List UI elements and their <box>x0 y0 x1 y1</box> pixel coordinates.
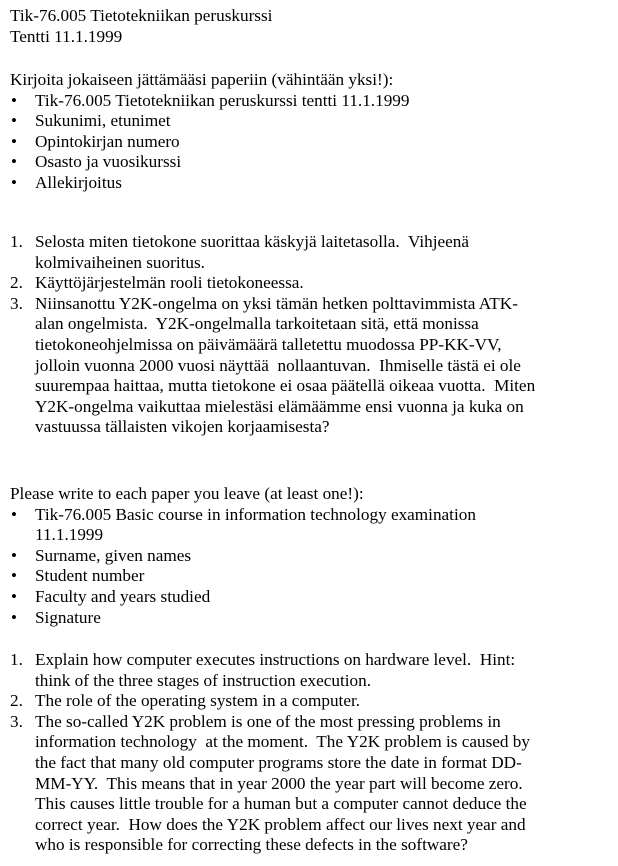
finnish-bullet-item: • Allekirjoitus <box>10 173 610 194</box>
question-number: 2. <box>10 691 23 711</box>
question-text-line: kolmivaiheinen suoritus. <box>35 252 205 272</box>
question-text-line: suurempaa haittaa, mutta tietokone ei osaa päätellä oikeaa vuotta. Miten <box>35 376 536 396</box>
question-text-line: correct year. How does the Y2K problem affect our lives next year and <box>35 814 526 834</box>
document-header <box>10 6 610 47</box>
finnish-instructions-section <box>10 70 610 194</box>
english-bullet-item: • Student number <box>10 566 610 587</box>
english-bullet-item: • Surname, given names <box>10 546 610 567</box>
question-text-line: The so-called Y2K problem is one of the most pressing problems in <box>35 711 501 731</box>
english-bullet-item: • Signature <box>10 608 610 629</box>
question-text-line: The role of the operating system in a computer. <box>35 691 361 711</box>
finnish-bullet-list <box>10 91 610 194</box>
question-text-line: Explain how computer executes instructions on hardware level. Hint: <box>35 650 516 669</box>
english-question-list <box>10 650 610 856</box>
question-text-line: who is responsible for correcting these defects in the software? <box>35 835 468 855</box>
english-question-2 <box>10 691 610 712</box>
question-text-line: alan ongelmista. Y2K-ongelmalla tarkoitetaan sitä, että monissa <box>35 314 479 334</box>
english-question-1 <box>10 650 610 691</box>
question-number: 3. <box>10 711 23 731</box>
question-text-line: Selosta miten tietokone suorittaa käskyjä laitetasolla. Vihjeenä <box>35 232 469 251</box>
finnish-question-list <box>10 232 610 438</box>
finnish-question-3 <box>10 294 610 438</box>
question-text-line: Käyttöjärjestelmän rooli tietokoneessa. <box>35 273 304 293</box>
question-text-line: tietokoneohjelmissa on päivämäärä talletettu muodossa PP-KK-VV, <box>35 334 502 354</box>
finnish-bullet-item: • Opintokirjan numero <box>10 132 610 153</box>
question-text-line: Niinsanottu Y2K-ongelma on yksi tämän hetken polttavimmista ATK- <box>35 293 518 313</box>
finnish-bullet-item: • Tik-76.005 Tietotekniikan peruskurssi tentti 11.1.1999 <box>10 91 610 112</box>
finnish-bullet-item: • Osasto ja vuosikurssi <box>10 152 610 173</box>
question-text-line: vastuussa tällaisten vikojen korjaamisesta? <box>35 417 330 437</box>
english-bullet-item: • Faculty and years studied <box>10 587 610 608</box>
finnish-instructions: Kirjoita jokaiseen jättämääsi paperiin (vähintään yksi!): <box>10 70 394 89</box>
english-instructions: Please write to each paper you leave (at least one!): <box>10 484 364 503</box>
question-text-line: MM-YY. This means that in year 2000 the year part will become zero. <box>35 773 523 793</box>
question-number: 3. <box>10 293 23 313</box>
finnish-question-1 <box>10 232 610 273</box>
question-text-line: Y2K-ongelma vaikuttaa mielestäsi elämäämme ensi vuonna ja kuka on <box>35 396 524 416</box>
question-number: 1. <box>10 650 23 669</box>
question-text-line: This causes little trouble for a human but a computer cannot deduce the <box>35 794 527 814</box>
question-number: 1. <box>10 232 23 251</box>
finnish-bullet-item: • Sukunimi, etunimet <box>10 111 610 132</box>
exam-date: Tentti 11.1.1999 <box>10 26 123 46</box>
question-text-line: the fact that many old computer programs store the date in format DD- <box>35 752 522 772</box>
question-number: 2. <box>10 273 23 293</box>
question-text-line: jolloin vuonna 2000 vuosi näyttää nollaantuvan. Ihmiselle tästä ei ole <box>35 355 521 375</box>
english-instructions-section <box>10 484 610 628</box>
question-text-line: think of the three stages of instruction execution. <box>35 670 372 690</box>
english-bullet-item: • Tik-76.005 Basic course in information technology examination 11.1.1999 <box>10 505 610 546</box>
english-question-3 <box>10 712 610 856</box>
finnish-question-2 <box>10 273 610 294</box>
course-title: Tik-76.005 Tietotekniikan peruskurssi <box>10 6 273 25</box>
english-bullet-list <box>10 505 610 629</box>
question-text-line: information technology at the moment. The Y2K problem is caused by <box>35 732 530 752</box>
